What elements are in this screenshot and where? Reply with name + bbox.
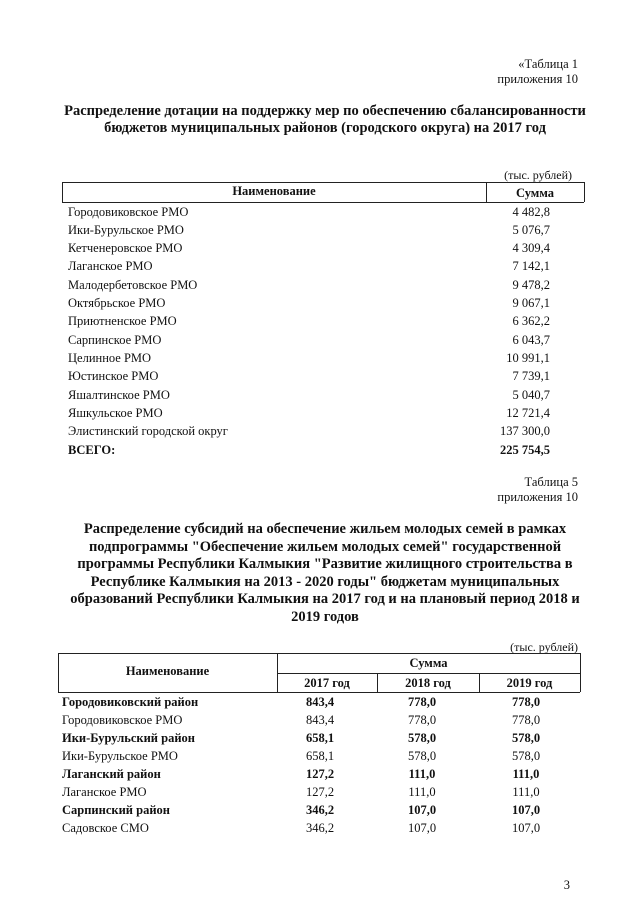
row-amount: 6 362,2 xyxy=(512,314,550,328)
table-row xyxy=(58,767,580,785)
table-row xyxy=(62,351,582,369)
table-row xyxy=(58,695,580,713)
value-2018: 578,0 xyxy=(407,731,437,745)
table1-title: Распределение дотации на поддержку мер по обеспечению сбалансированности бюджетов муниципальных районов (городского округа) на 2017 год xyxy=(64,103,586,136)
page-number: 3 xyxy=(563,878,570,892)
table-row xyxy=(62,296,582,314)
table1-note-line2: приложения 10 xyxy=(497,72,578,86)
row-name: Малодербетовское РМО xyxy=(68,278,198,292)
table5-col-sum: Сумма xyxy=(409,656,448,670)
row-name: Садовское СМО xyxy=(62,821,149,835)
value-2017: 346,2 xyxy=(305,821,335,835)
table-row xyxy=(62,223,582,241)
value-2017: 658,1 xyxy=(305,749,335,763)
row-name: Элистинский городской округ xyxy=(68,424,228,438)
row-name: Приютненское РМО xyxy=(68,314,177,328)
row-name: Городовиковский район xyxy=(62,695,199,709)
row-name: Городовиковское РМО xyxy=(62,713,183,727)
row-amount: 137 300,0 xyxy=(500,424,550,438)
table5-sum-divider xyxy=(277,673,580,674)
row-name: Лаганское РМО xyxy=(62,785,147,799)
table1-unit: (тыс. рублей) xyxy=(504,168,572,182)
value-2019: 578,0 xyxy=(511,749,541,763)
row-amount: 5 040,7 xyxy=(512,388,550,402)
row-name: Юстинское РМО xyxy=(68,369,159,383)
table-row xyxy=(58,731,580,749)
table-row xyxy=(62,278,582,296)
total-amount: 225 754,5 xyxy=(500,443,550,457)
row-name: Сарпинский район xyxy=(62,803,170,817)
table1-header-bottom-border xyxy=(62,202,584,203)
table5-note-line1: Таблица 5 xyxy=(524,475,578,489)
table-row xyxy=(62,424,582,442)
row-name: Октябрьское РМО xyxy=(68,296,166,310)
table-row xyxy=(58,713,580,731)
row-amount: 7 739,1 xyxy=(512,369,550,383)
table1-col-name: Наименование xyxy=(232,184,316,198)
value-2019: 778,0 xyxy=(511,713,541,727)
row-name: Ики-Бурульский район xyxy=(62,731,195,745)
table1-note xyxy=(497,57,578,87)
table-row xyxy=(62,314,582,332)
table-row xyxy=(62,388,582,406)
value-2017: 658,1 xyxy=(305,731,335,745)
value-2018: 578,0 xyxy=(407,749,437,763)
value-2019: 778,0 xyxy=(511,695,541,709)
value-2019: 111,0 xyxy=(512,785,540,799)
table-row xyxy=(58,749,580,767)
row-amount: 6 043,7 xyxy=(512,333,550,347)
table5-top-border xyxy=(58,653,580,654)
table5-header-bottom-border xyxy=(58,692,580,693)
table5-right-border xyxy=(580,653,581,692)
row-amount: 4 482,8 xyxy=(512,205,550,219)
row-name: Ики-Бурульское РМО xyxy=(68,223,184,237)
table5-year-2019: 2019 год xyxy=(506,676,553,690)
value-2017: 127,2 xyxy=(305,785,335,799)
value-2018: 107,0 xyxy=(407,803,437,817)
table-row xyxy=(58,821,580,839)
table5-col-name: Наименование xyxy=(125,664,210,678)
table5-note xyxy=(497,475,578,505)
row-name: Яшкульское РМО xyxy=(68,406,163,420)
row-amount: 9 067,1 xyxy=(512,296,550,310)
row-amount: 4 309,4 xyxy=(512,241,550,255)
row-name: Кетченеровское РМО xyxy=(68,241,183,255)
table5-unit: (тыс. рублей) xyxy=(510,640,578,654)
table5-title: Распределение субсидий на обеспечение жильем молодых семей в рамках подпрограммы "Обеспечение жильем молодых семей" государственной программы Республики Калмыкия "Развитие жилищного строительства в Республике Калмыкия на 2013 - 2020 годы" бюджетам муниципальных образований Республики Калмыкия на 2017 год и на плановый период 2018 и 2019 годов xyxy=(70,521,580,625)
table1-note-line1: «Таблица 1 xyxy=(518,57,578,71)
table1-top-border xyxy=(62,182,584,183)
table-row xyxy=(62,406,582,424)
value-2017: 346,2 xyxy=(305,803,335,817)
value-2019: 107,0 xyxy=(511,803,541,817)
table1-col-sum: Сумма xyxy=(516,186,554,200)
value-2017: 127,2 xyxy=(305,767,335,781)
row-name: Городовиковское РМО xyxy=(68,205,189,219)
row-name: Лаганское РМО xyxy=(68,259,153,273)
table1-total-row xyxy=(62,443,582,461)
value-2018: 778,0 xyxy=(407,695,437,709)
value-2018: 111,0 xyxy=(408,767,436,781)
row-name: Ики-Бурульское РМО xyxy=(62,749,178,763)
table5-note-line2: приложения 10 xyxy=(497,490,578,504)
table-row xyxy=(62,241,582,259)
row-name: Лаганский район xyxy=(62,767,161,781)
value-2019: 578,0 xyxy=(511,731,541,745)
table5-year-2018: 2018 год xyxy=(405,676,451,690)
row-amount: 7 142,1 xyxy=(512,259,550,273)
total-label: ВСЕГО: xyxy=(68,443,116,457)
row-amount: 5 076,7 xyxy=(512,223,550,237)
row-amount: 10 991,1 xyxy=(506,351,550,365)
row-name: Сарпинское РМО xyxy=(68,333,162,347)
value-2019: 107,0 xyxy=(511,821,541,835)
value-2017: 843,4 xyxy=(305,713,335,727)
row-name: Яшалтинское РМО xyxy=(68,388,170,402)
row-name: Целинное РМО xyxy=(68,351,152,365)
table-row xyxy=(58,803,580,821)
value-2018: 111,0 xyxy=(408,785,436,799)
table-row xyxy=(62,205,582,223)
value-2017: 843,4 xyxy=(305,695,335,709)
table-row xyxy=(62,259,582,277)
value-2018: 107,0 xyxy=(407,821,437,835)
table-row xyxy=(62,333,582,351)
table-row xyxy=(58,785,580,803)
value-2019: 111,0 xyxy=(512,767,540,781)
table1-right-border xyxy=(584,182,585,202)
row-amount: 9 478,2 xyxy=(512,278,550,292)
table5-year-2017: 2017 год xyxy=(304,676,350,690)
table-row xyxy=(62,369,582,387)
row-amount: 12 721,4 xyxy=(506,406,550,420)
value-2018: 778,0 xyxy=(407,713,437,727)
